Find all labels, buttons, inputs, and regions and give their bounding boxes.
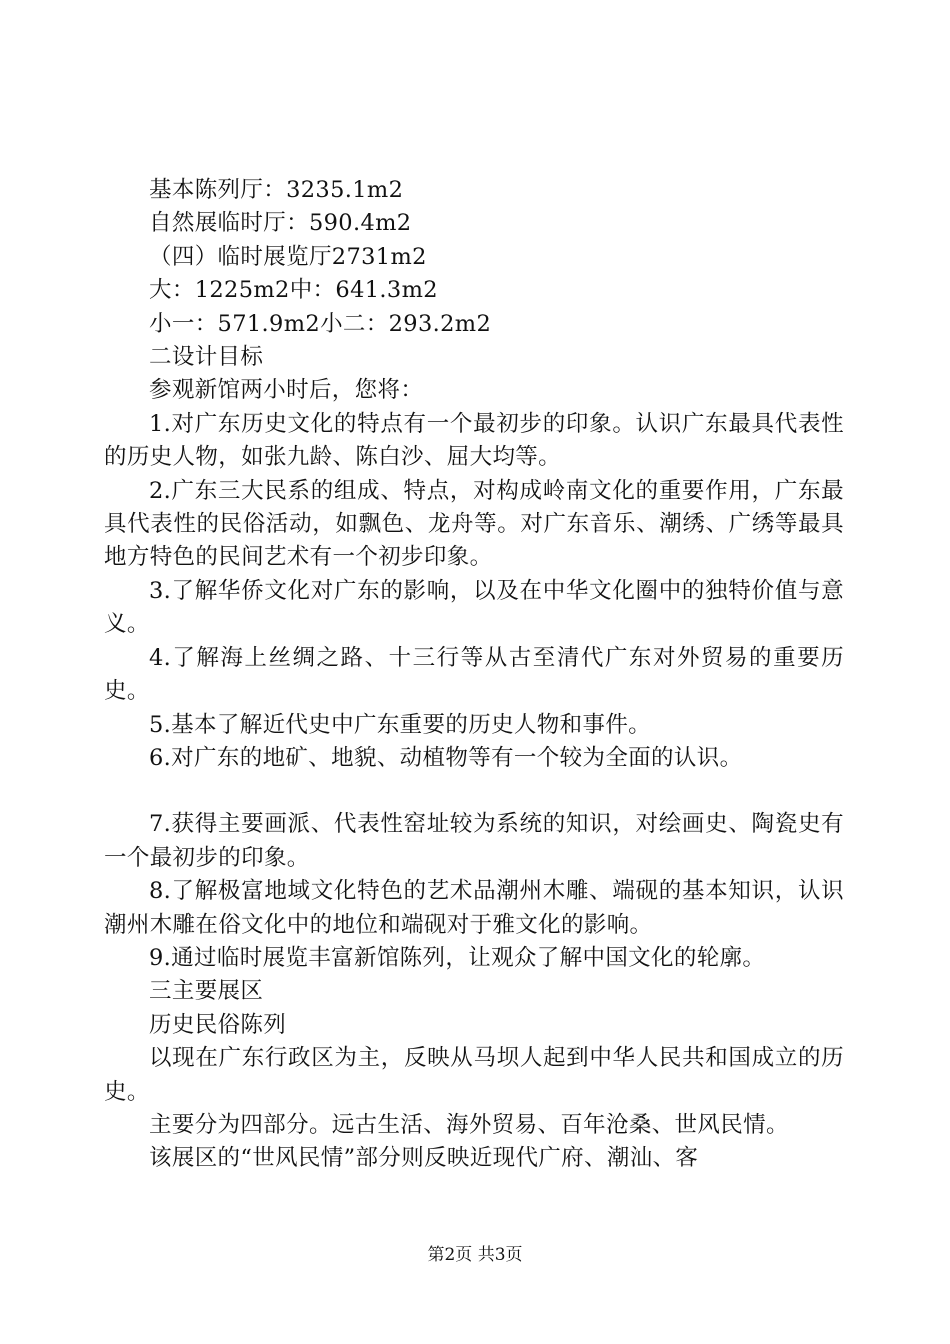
list-item-goal-6: 6.对广东的地矿、地貌、动植物等有一个较为全面的认识。	[149, 744, 743, 771]
paragraph-history-scope: 以现在广东行政区为主，反映从马坝人起到中华人民共和国成立的历史。	[104, 1045, 844, 1105]
paragraph-temporary-hall-area: （四）临时展览厅2731m2	[149, 243, 427, 270]
list-item-goal-3: 3.了解华侨文化对广东的影响，以及在中华文化圈中的独特价值与意义。	[104, 577, 844, 638]
list-item-goal-2: 2.广东三大民系的组成、特点，对构成岭南文化的重要作用，广东最具代表性的民俗活动，如飘色、龙舟等。对广东音乐、潮绣、广绣等最具地方特色的民间艺术有一个初步印象。	[104, 477, 844, 571]
list-item-goal-9: 9.通过临时展览丰富新馆陈列，让观众了解中国文化的轮廓。	[149, 944, 766, 971]
list-item-goal-4: 4.了解海上丝绸之路、十三行等从古至清代广东对外贸易的重要历史。	[104, 644, 844, 705]
paragraph-large-medium-area: 大：1225m2中：641.3m2	[149, 277, 438, 304]
subheading-history-folk: 历史民俗陈列	[149, 1011, 287, 1038]
page-footer: 第2页 共3页	[427, 1245, 523, 1265]
section-heading-main-areas: 三主要展区	[149, 978, 264, 1005]
paragraph-nature-temp-hall-area: 自然展临时厅：590.4m2	[149, 210, 412, 237]
list-item-goal-5: 5.基本了解近代史中广东重要的历史人物和事件。	[149, 711, 652, 738]
paragraph-four-parts: 主要分为四部分。远古生活、海外贸易、百年沧桑、世风民情。	[149, 1111, 789, 1138]
paragraph-exhibit-hall-area: 基本陈列厅：3235.1m2	[149, 177, 404, 203]
paragraph-intro: 参观新馆两小时后，您将：	[149, 377, 424, 404]
list-item-goal-7: 7.获得主要画派、代表性窑址较为系统的知识，对绘画史、陶瓷史有一个最初步的印象。	[104, 811, 844, 871]
blank-line	[104, 775, 844, 808]
list-item-goal-8: 8.了解极富地域文化特色的艺术品潮州木雕、端砚的基本知识，认识潮州木雕在俗文化中的地位和端砚对于雅文化的影响。	[104, 878, 844, 938]
section-heading-design-goals: 二设计目标	[149, 344, 264, 371]
list-item-goal-1: 1.对广东历史文化的特点有一个最初步的印象。认识广东最具代表性的历史人物，如张九龄、陈白沙、屈大均等。	[104, 410, 844, 471]
paragraph-folk-customs: 该展区的“世风民情”部分则反映近现代广府、潮汕、客	[149, 1145, 699, 1172]
document-body	[104, 174, 844, 1176]
paragraph-small-area: 小一：571.9m2小二：293.2m2	[149, 310, 492, 337]
